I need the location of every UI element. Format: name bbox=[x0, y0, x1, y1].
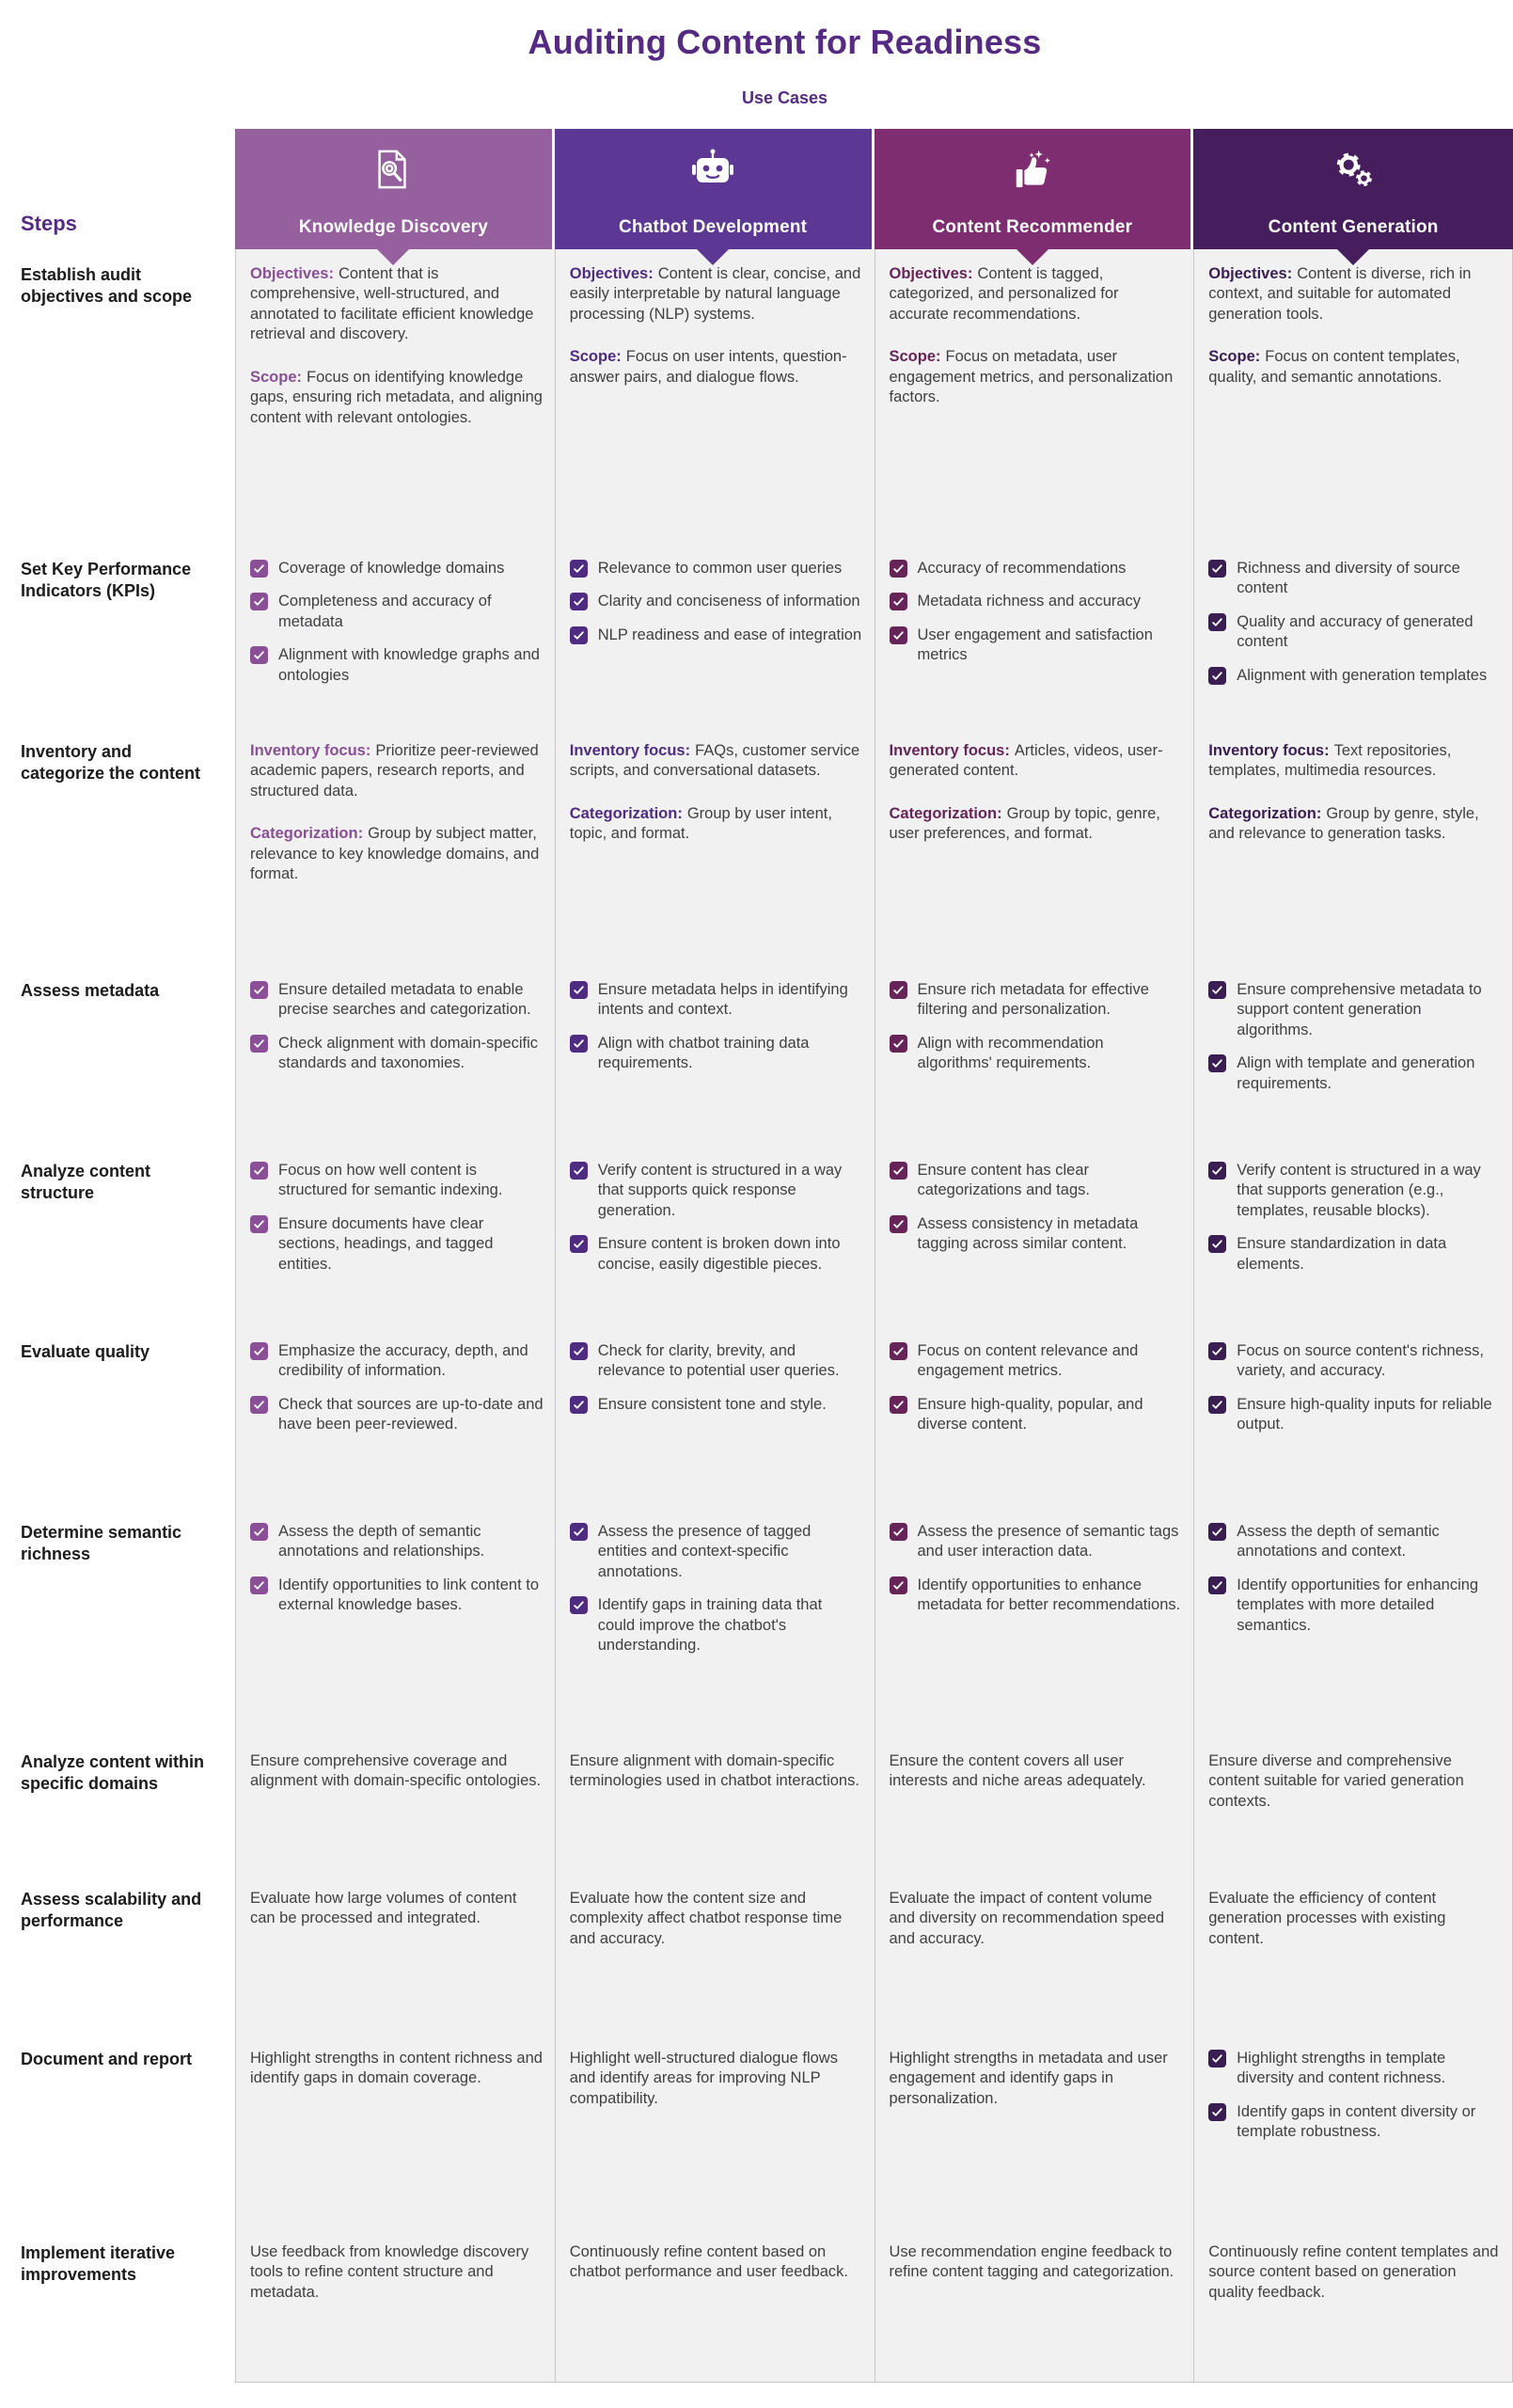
cell-text: Evaluate the efficiency of content generation processes with existing content. bbox=[1208, 1890, 1446, 1947]
checklist-item bbox=[250, 1395, 544, 1435]
checklist-item bbox=[1208, 2102, 1501, 2143]
segment-label: Scope: bbox=[569, 348, 622, 366]
matrix-cell bbox=[875, 1736, 1194, 1874]
steps-cell bbox=[0, 129, 235, 249]
checklist-item-text: Verify content is structured in a way that supports quick response generation. bbox=[597, 1162, 843, 1219]
matrix-cell bbox=[235, 1874, 555, 2034]
cell-text: Continuously refine content templates and source content based on generation quality feedback. bbox=[1208, 2243, 1499, 2301]
matrix-cell bbox=[875, 1874, 1194, 2034]
segment-text: Focus on metadata, user engagement metrics, and personalization factors. bbox=[889, 348, 1174, 406]
checklist-item bbox=[890, 626, 1183, 666]
checklist-item bbox=[250, 1576, 544, 1616]
matrix-cell bbox=[235, 1326, 555, 1507]
checklist-item-text: User engagement and satisfaction metrics bbox=[917, 626, 1153, 664]
step-label: Document and report bbox=[0, 2034, 235, 2227]
checked-checkbox[interactable] bbox=[890, 1215, 907, 1233]
segment-label: Objectives: bbox=[1208, 265, 1293, 282]
labeled-paragraph bbox=[570, 804, 863, 845]
column-header-label: Content Generation bbox=[1268, 217, 1439, 237]
labeled-paragraph bbox=[1208, 347, 1501, 388]
segment-text: Content is diverse, rich in context, and suitable for automated generation tools. bbox=[1208, 265, 1472, 323]
robot-icon bbox=[690, 140, 735, 198]
cell-text: Ensure the content covers all user interests and niche areas adequately. bbox=[889, 1752, 1146, 1790]
segment-label: Objectives: bbox=[250, 265, 334, 282]
checklist-item bbox=[1208, 2049, 1501, 2089]
matrix-cell bbox=[875, 965, 1194, 1146]
segment-text: Content that is comprehensive, well-structured, and annotated to facilitate efficient knowledge retrieval and discovery. bbox=[250, 265, 534, 343]
checklist-item bbox=[250, 645, 544, 686]
segment-label: Categorization: bbox=[1208, 804, 1322, 822]
step-label: Assess metadata bbox=[0, 965, 235, 1146]
labeled-paragraph bbox=[890, 347, 1183, 407]
matrix-cell bbox=[235, 726, 555, 965]
cell-text: Use recommendation engine feedback to refine content tagging and categorization. bbox=[889, 2243, 1174, 2281]
checked-checkbox[interactable] bbox=[1208, 613, 1226, 631]
checklist-item-text: Alignment with generation templates bbox=[1237, 666, 1488, 684]
checked-checkbox[interactable] bbox=[570, 593, 588, 610]
segment-label: Scope: bbox=[250, 368, 303, 386]
checklist-item-text: Ensure content is broken down into concise, easily digestible pieces. bbox=[597, 1235, 841, 1273]
table-row bbox=[0, 1507, 1513, 1736]
column-header-chatbot-development bbox=[555, 129, 875, 249]
checklist-item-text: Identify opportunities to enhance metadata for better recommendations. bbox=[917, 1576, 1181, 1614]
checked-checkbox[interactable] bbox=[250, 1342, 268, 1360]
checked-checkbox[interactable] bbox=[1208, 1342, 1226, 1360]
checked-checkbox[interactable] bbox=[250, 1396, 268, 1414]
cell-text: Ensure alignment with domain-specific terminologies used in chatbot interactions. bbox=[569, 1752, 859, 1790]
checklist-item-text: Coverage of knowledge domains bbox=[278, 560, 505, 577]
step-label: Inventory and categorize the content bbox=[0, 726, 235, 965]
checklist-item bbox=[890, 559, 1183, 578]
checklist-item bbox=[890, 1576, 1183, 1616]
matrix-cell bbox=[555, 249, 875, 544]
table-row bbox=[0, 965, 1513, 1146]
cell-text: Ensure comprehensive coverage and alignment with domain-specific ontologies. bbox=[250, 1752, 542, 1790]
checklist-item bbox=[250, 980, 544, 1021]
matrix-cell bbox=[235, 2227, 555, 2383]
checked-checkbox[interactable] bbox=[570, 1235, 588, 1253]
matrix-header-row bbox=[0, 129, 1513, 249]
segment-label: Categorization: bbox=[250, 825, 364, 843]
segment-text: Group by topic, genre, user preferences, and format. bbox=[889, 804, 1160, 843]
checklist-item-text: Check for clarity, brevity, and relevance to potential user queries. bbox=[597, 1342, 840, 1380]
checklist-item-text: Alignment with knowledge graphs and ontologies bbox=[278, 646, 540, 684]
checked-checkbox[interactable] bbox=[1208, 2050, 1226, 2067]
page-title: Auditing Content for Readiness bbox=[528, 23, 1042, 61]
use-cases-subtitle: Use Cases bbox=[741, 88, 828, 107]
matrix-cell bbox=[235, 1507, 555, 1736]
checklist-item-text: Emphasize the accuracy, depth, and credibility of information. bbox=[278, 1342, 528, 1380]
checklist-item-text: Relevance to common user queries bbox=[597, 560, 843, 577]
checklist-item-text: Accuracy of recommendations bbox=[917, 560, 1127, 577]
checklist-item bbox=[1208, 1576, 1501, 1636]
thumbs-up-stars-icon bbox=[1011, 140, 1054, 198]
segment-label: Inventory focus: bbox=[889, 742, 1010, 759]
checked-checkbox[interactable] bbox=[1208, 2103, 1226, 2121]
labeled-paragraph bbox=[1208, 264, 1501, 325]
step-label: Determine semantic richness bbox=[0, 1507, 235, 1736]
checklist-item-text: Check that sources are up-to-date and have been peer-reviewed. bbox=[278, 1395, 544, 1434]
checked-checkbox[interactable] bbox=[570, 1396, 588, 1414]
table-row bbox=[0, 2227, 1513, 2383]
checklist-item-text: Ensure rich metadata for effective filtering and personalization. bbox=[917, 981, 1149, 1019]
matrix-cell bbox=[875, 544, 1194, 726]
matrix-cell bbox=[555, 1874, 875, 2034]
checked-checkbox[interactable] bbox=[570, 981, 588, 999]
checklist-item-text: Ensure consistent tone and style. bbox=[597, 1395, 827, 1413]
checked-checkbox[interactable] bbox=[1208, 1054, 1226, 1072]
checklist-item bbox=[250, 1214, 544, 1275]
cell-text: Evaluate the impact of content volume and diversity on recommendation speed and accuracy. bbox=[889, 1890, 1165, 1947]
checklist-item bbox=[890, 1214, 1183, 1255]
matrix-cell bbox=[235, 1736, 555, 1874]
matrix-cell bbox=[875, 726, 1194, 965]
table-row bbox=[0, 726, 1513, 965]
checklist-item bbox=[1208, 1054, 1501, 1094]
segment-label: Objectives: bbox=[569, 265, 654, 282]
segment-text: Text repositories, templates, multimedia resources. bbox=[1208, 742, 1452, 780]
checklist-item bbox=[1208, 1341, 1501, 1382]
labeled-paragraph bbox=[1208, 804, 1501, 845]
checklist-item-text: Assess the depth of semantic annotations and context. bbox=[1237, 1523, 1440, 1560]
checklist-item-text: Ensure metadata helps in identifying intents and context. bbox=[597, 981, 848, 1019]
checklist-item bbox=[1208, 666, 1501, 686]
gears-icon bbox=[1332, 140, 1375, 198]
checklist-item bbox=[890, 592, 1183, 611]
checked-checkbox[interactable] bbox=[1208, 667, 1226, 685]
checked-checkbox[interactable] bbox=[250, 1162, 268, 1180]
checklist-item-text: Align with template and generation requirements. bbox=[1237, 1054, 1475, 1092]
matrix-cell bbox=[555, 1326, 875, 1507]
matrix-cell bbox=[875, 1507, 1194, 1736]
step-label: Analyze content structure bbox=[0, 1146, 235, 1326]
checklist-item-text: Align with recommendation algorithms' requirements. bbox=[917, 1034, 1104, 1072]
segment-text: Prioritize peer-reviewed academic papers, research reports, and structured data. bbox=[250, 742, 539, 800]
checklist-item bbox=[570, 626, 863, 645]
checklist-item-text: Verify content is structured in a way that supports generation (e.g., templates, reusable blocks). bbox=[1237, 1162, 1481, 1219]
checklist-item bbox=[1208, 1161, 1501, 1221]
matrix-cell bbox=[555, 1507, 875, 1736]
labeled-paragraph bbox=[250, 264, 544, 345]
checklist-item bbox=[570, 1034, 863, 1074]
cell-text: Evaluate how the content size and complexity affect chatbot response time and accuracy. bbox=[569, 1890, 843, 1947]
checklist-item-text: Richness and diversity of source content bbox=[1237, 560, 1460, 597]
segment-label: Inventory focus: bbox=[1208, 742, 1330, 759]
segment-label: Objectives: bbox=[889, 265, 973, 282]
segment-text: Content is tagged, categorized, and personalized for accurate recommendations. bbox=[889, 265, 1119, 323]
checklist-item-text: Focus on source content's richness, variety, and accuracy. bbox=[1237, 1342, 1484, 1380]
column-header-label: Knowledge Discovery bbox=[298, 217, 488, 237]
checklist-item bbox=[570, 1161, 863, 1221]
cell-text: Highlight strengths in metadata and user engagement and identify gaps in personalization. bbox=[889, 2050, 1168, 2107]
cell-text: Continuously refine content based on chatbot performance and user feedback. bbox=[569, 2243, 849, 2281]
checklist-item-text: Completeness and accuracy of metadata bbox=[278, 593, 492, 630]
matrix-cell bbox=[875, 1326, 1194, 1507]
matrix-cell bbox=[555, 2034, 875, 2227]
checklist-item bbox=[250, 1161, 544, 1201]
matrix-cell bbox=[1193, 249, 1513, 544]
table-row bbox=[0, 1874, 1513, 2034]
checklist-item bbox=[1208, 1395, 1501, 1435]
checked-checkbox[interactable] bbox=[1208, 1162, 1226, 1180]
title-bar bbox=[0, 0, 1513, 108]
checked-checkbox[interactable] bbox=[890, 626, 907, 644]
cell-text: Highlight well-structured dialogue flows and identify areas for improving NLP compatibility. bbox=[569, 2050, 838, 2107]
checked-checkbox[interactable] bbox=[890, 1523, 907, 1541]
labeled-paragraph bbox=[570, 347, 863, 388]
checklist-item-text: Quality and accuracy of generated content bbox=[1237, 612, 1474, 651]
segment-label: Categorization: bbox=[889, 804, 1002, 822]
segment-label: Scope: bbox=[1208, 348, 1261, 366]
segment-text: Content is clear, concise, and easily interpretable by natural language processing (NLP) systems. bbox=[569, 265, 861, 323]
matrix-cell bbox=[555, 726, 875, 965]
matrix-cell bbox=[555, 544, 875, 726]
labeled-paragraph bbox=[890, 741, 1183, 782]
checklist-item bbox=[570, 559, 863, 578]
checked-checkbox[interactable] bbox=[570, 1342, 588, 1360]
checked-checkbox[interactable] bbox=[570, 1162, 588, 1180]
checklist-item-text: Ensure high-quality inputs for reliable output. bbox=[1237, 1395, 1492, 1434]
labeled-paragraph bbox=[1208, 741, 1501, 782]
matrix-cell bbox=[235, 544, 555, 726]
checked-checkbox[interactable] bbox=[250, 646, 268, 664]
checklist-item bbox=[570, 1234, 863, 1275]
step-label: Assess scalability and performance bbox=[0, 1874, 235, 2034]
segment-text: Group by subject matter, relevance to key knowledge domains, and format. bbox=[250, 825, 540, 883]
checklist-item bbox=[250, 559, 544, 578]
cell-text: Evaluate how large volumes of content can be processed and integrated. bbox=[250, 1890, 517, 1927]
checklist-item bbox=[570, 1395, 863, 1415]
checklist-item-text: NLP readiness and ease of integration bbox=[597, 626, 862, 643]
checklist-item bbox=[250, 1522, 544, 1562]
checklist-item-text: Ensure standardization in data elements. bbox=[1237, 1235, 1447, 1273]
checked-checkbox[interactable] bbox=[250, 1215, 268, 1233]
table-row bbox=[0, 1736, 1513, 1874]
segment-text: Group by genre, style, and relevance to generation tasks. bbox=[1208, 804, 1479, 843]
checklist-item-text: Identify gaps in content diversity or template robustness. bbox=[1237, 2102, 1476, 2141]
checked-checkbox[interactable] bbox=[570, 1035, 588, 1053]
checked-checkbox[interactable] bbox=[1208, 1235, 1226, 1253]
checklist-item bbox=[890, 1522, 1183, 1562]
matrix-cell bbox=[235, 1146, 555, 1326]
checked-checkbox[interactable] bbox=[890, 560, 907, 578]
checklist-item-text: Identify opportunities for enhancing templates with more detailed semantics. bbox=[1237, 1576, 1479, 1634]
checked-checkbox[interactable] bbox=[1208, 1396, 1226, 1414]
column-header-label: Content Recommender bbox=[932, 217, 1133, 237]
checked-checkbox[interactable] bbox=[890, 593, 907, 610]
cell-text: Ensure diverse and comprehensive content suitable for varied generation contexts. bbox=[1208, 1752, 1464, 1810]
step-label: Implement iterative improvements bbox=[0, 2227, 235, 2383]
step-label: Establish audit objectives and scope bbox=[0, 249, 235, 544]
column-pointer-arrow bbox=[377, 249, 409, 265]
matrix-cell bbox=[1193, 2034, 1513, 2227]
cell-text: Highlight strengths in content richness and identify gaps in domain coverage. bbox=[250, 2050, 543, 2087]
checklist-item-text: Ensure high-quality, popular, and diverse content. bbox=[917, 1395, 1143, 1434]
table-row bbox=[0, 1326, 1513, 1507]
checklist-item bbox=[890, 980, 1183, 1021]
checklist-item-text: Ensure content has clear categorizations and tags. bbox=[917, 1162, 1090, 1199]
checked-checkbox[interactable] bbox=[1208, 1576, 1226, 1594]
matrix-cell bbox=[1193, 1507, 1513, 1736]
checked-checkbox[interactable] bbox=[250, 560, 268, 578]
checklist-item-text: Focus on how well content is structured for semantic indexing. bbox=[278, 1162, 503, 1199]
checked-checkbox[interactable] bbox=[570, 1523, 588, 1541]
checked-checkbox[interactable] bbox=[890, 1035, 907, 1053]
column-header-label: Chatbot Development bbox=[619, 217, 808, 237]
checklist-item bbox=[1208, 612, 1501, 653]
checked-checkbox[interactable] bbox=[1208, 1523, 1226, 1541]
checklist-item bbox=[1208, 1522, 1501, 1562]
matrix-cell bbox=[555, 2227, 875, 2383]
checklist-item-text: Identify gaps in training data that could improve the chatbot's understanding. bbox=[597, 1596, 823, 1655]
steps-label: Steps bbox=[21, 212, 77, 235]
checklist-item-text: Ensure comprehensive metadata to support content generation algorithms. bbox=[1237, 981, 1482, 1038]
matrix-cell bbox=[235, 249, 555, 544]
checklist-item bbox=[890, 1161, 1183, 1201]
table-row bbox=[0, 249, 1513, 544]
checked-checkbox[interactable] bbox=[890, 1342, 907, 1360]
segment-text: Focus on user intents, question-answer pairs, and dialogue flows. bbox=[569, 348, 847, 386]
checklist-item-text: Ensure detailed metadata to enable precise searches and categorization. bbox=[278, 981, 531, 1019]
matrix-cell bbox=[1193, 1326, 1513, 1507]
matrix-cell bbox=[1193, 2227, 1513, 2383]
labeled-paragraph bbox=[250, 741, 544, 801]
checklist-item-text: Metadata richness and accuracy bbox=[917, 593, 1142, 610]
checked-checkbox[interactable] bbox=[250, 981, 268, 999]
document-search-icon bbox=[371, 140, 415, 198]
step-label: Evaluate quality bbox=[0, 1326, 235, 1507]
table-row bbox=[0, 1146, 1513, 1326]
segment-text: FAQs, customer service scripts, and conversational datasets. bbox=[569, 742, 860, 780]
matrix-cell bbox=[875, 1146, 1194, 1326]
checked-checkbox[interactable] bbox=[570, 1596, 588, 1614]
segment-text: Group by user intent, topic, and format. bbox=[569, 804, 832, 843]
checked-checkbox[interactable] bbox=[570, 626, 588, 644]
checklist-item bbox=[250, 592, 544, 632]
checklist-item bbox=[250, 1034, 544, 1074]
cell-text: Use feedback from knowledge discovery tools to refine content structure and metadata. bbox=[250, 2243, 529, 2301]
checklist-item bbox=[890, 1395, 1183, 1435]
checklist-item-text: Assess consistency in metadata tagging across similar content. bbox=[917, 1214, 1139, 1253]
checklist-item bbox=[250, 1341, 544, 1382]
segment-label: Inventory focus: bbox=[250, 742, 371, 759]
column-header-content-generation bbox=[1193, 129, 1513, 249]
column-pointer-arrow bbox=[697, 249, 729, 265]
checked-checkbox[interactable] bbox=[890, 1396, 907, 1414]
checklist-item bbox=[570, 980, 863, 1021]
checklist-item-text: Assess the presence of tagged entities and context-specific annotations. bbox=[597, 1523, 812, 1580]
checklist-item bbox=[570, 1595, 863, 1656]
matrix-cell bbox=[875, 249, 1194, 544]
checked-checkbox[interactable] bbox=[250, 1523, 268, 1541]
column-header-knowledge-discovery bbox=[235, 129, 555, 249]
checklist-item bbox=[570, 1522, 863, 1582]
checked-checkbox[interactable] bbox=[890, 981, 907, 999]
checklist-item-text: Ensure documents have clear sections, headings, and tagged entities. bbox=[278, 1214, 494, 1273]
matrix-cell bbox=[1193, 726, 1513, 965]
checked-checkbox[interactable] bbox=[250, 1035, 268, 1053]
labeled-paragraph bbox=[570, 741, 863, 782]
checklist-item-text: Assess the presence of semantic tags and user interaction data. bbox=[917, 1523, 1179, 1560]
step-label: Set Key Performance Indicators (KPIs) bbox=[0, 544, 235, 726]
checklist-item-text: Highlight strengths in template diversity and content richness. bbox=[1237, 2050, 1446, 2087]
matrix-cell bbox=[1193, 544, 1513, 726]
segment-text: Articles, videos, user-generated content. bbox=[889, 742, 1163, 780]
column-pointer-arrow bbox=[1337, 249, 1369, 265]
matrix-cell bbox=[1193, 1874, 1513, 2034]
checklist-item-text: Align with chatbot training data requirements. bbox=[597, 1034, 810, 1072]
audit-matrix bbox=[0, 129, 1513, 2383]
matrix-cell bbox=[235, 2034, 555, 2227]
checklist-item bbox=[1208, 980, 1501, 1040]
checklist-item bbox=[890, 1034, 1183, 1074]
labeled-paragraph bbox=[250, 368, 544, 428]
checklist-item-text: Identify opportunities to link content to external knowledge bases. bbox=[278, 1576, 540, 1614]
checklist-item bbox=[570, 592, 863, 611]
table-row bbox=[0, 2034, 1513, 2227]
matrix-cell bbox=[555, 1146, 875, 1326]
labeled-paragraph bbox=[890, 264, 1183, 325]
segment-label: Scope: bbox=[889, 348, 941, 366]
checked-checkbox[interactable] bbox=[890, 1162, 907, 1180]
step-label: Analyze content within specific domains bbox=[0, 1736, 235, 1874]
matrix-cell bbox=[1193, 1146, 1513, 1326]
checklist-item bbox=[570, 1341, 863, 1382]
checked-checkbox[interactable] bbox=[250, 593, 268, 610]
checklist-item bbox=[1208, 1234, 1501, 1275]
matrix-cell bbox=[875, 2034, 1194, 2227]
checklist-item-text: Assess the depth of semantic annotations and relationships. bbox=[278, 1523, 485, 1560]
checked-checkbox[interactable] bbox=[1208, 560, 1226, 578]
labeled-paragraph bbox=[570, 264, 863, 325]
matrix-cell bbox=[1193, 965, 1513, 1146]
matrix-cell bbox=[235, 965, 555, 1146]
segment-label: Categorization: bbox=[569, 804, 683, 822]
segment-label: Inventory focus: bbox=[569, 742, 691, 759]
checked-checkbox[interactable] bbox=[1208, 981, 1226, 999]
checklist-item-text: Check alignment with domain-specific standards and taxonomies. bbox=[278, 1034, 539, 1072]
matrix-cell bbox=[555, 965, 875, 1146]
labeled-paragraph bbox=[250, 824, 544, 884]
checklist-item-text: Focus on content relevance and engagement metrics. bbox=[917, 1342, 1139, 1380]
segment-text: Focus on identifying knowledge gaps, ensuring rich metadata, and aligning content with relevant ontologies. bbox=[250, 368, 543, 426]
checklist-item bbox=[890, 1341, 1183, 1382]
segment-text: Focus on content templates, quality, and semantic annotations. bbox=[1208, 348, 1460, 386]
checked-checkbox[interactable] bbox=[250, 1576, 268, 1594]
matrix-cell bbox=[555, 1736, 875, 1874]
checked-checkbox[interactable] bbox=[570, 560, 588, 578]
column-pointer-arrow bbox=[1017, 249, 1048, 265]
labeled-paragraph bbox=[890, 804, 1183, 845]
matrix-cell bbox=[1193, 1736, 1513, 1874]
checked-checkbox[interactable] bbox=[890, 1576, 907, 1594]
table-row bbox=[0, 544, 1513, 726]
checklist-item-text: Clarity and conciseness of information bbox=[597, 593, 860, 610]
matrix-cell bbox=[875, 2227, 1194, 2383]
checklist-item bbox=[1208, 559, 1501, 599]
column-header-content-recommender bbox=[875, 129, 1194, 249]
